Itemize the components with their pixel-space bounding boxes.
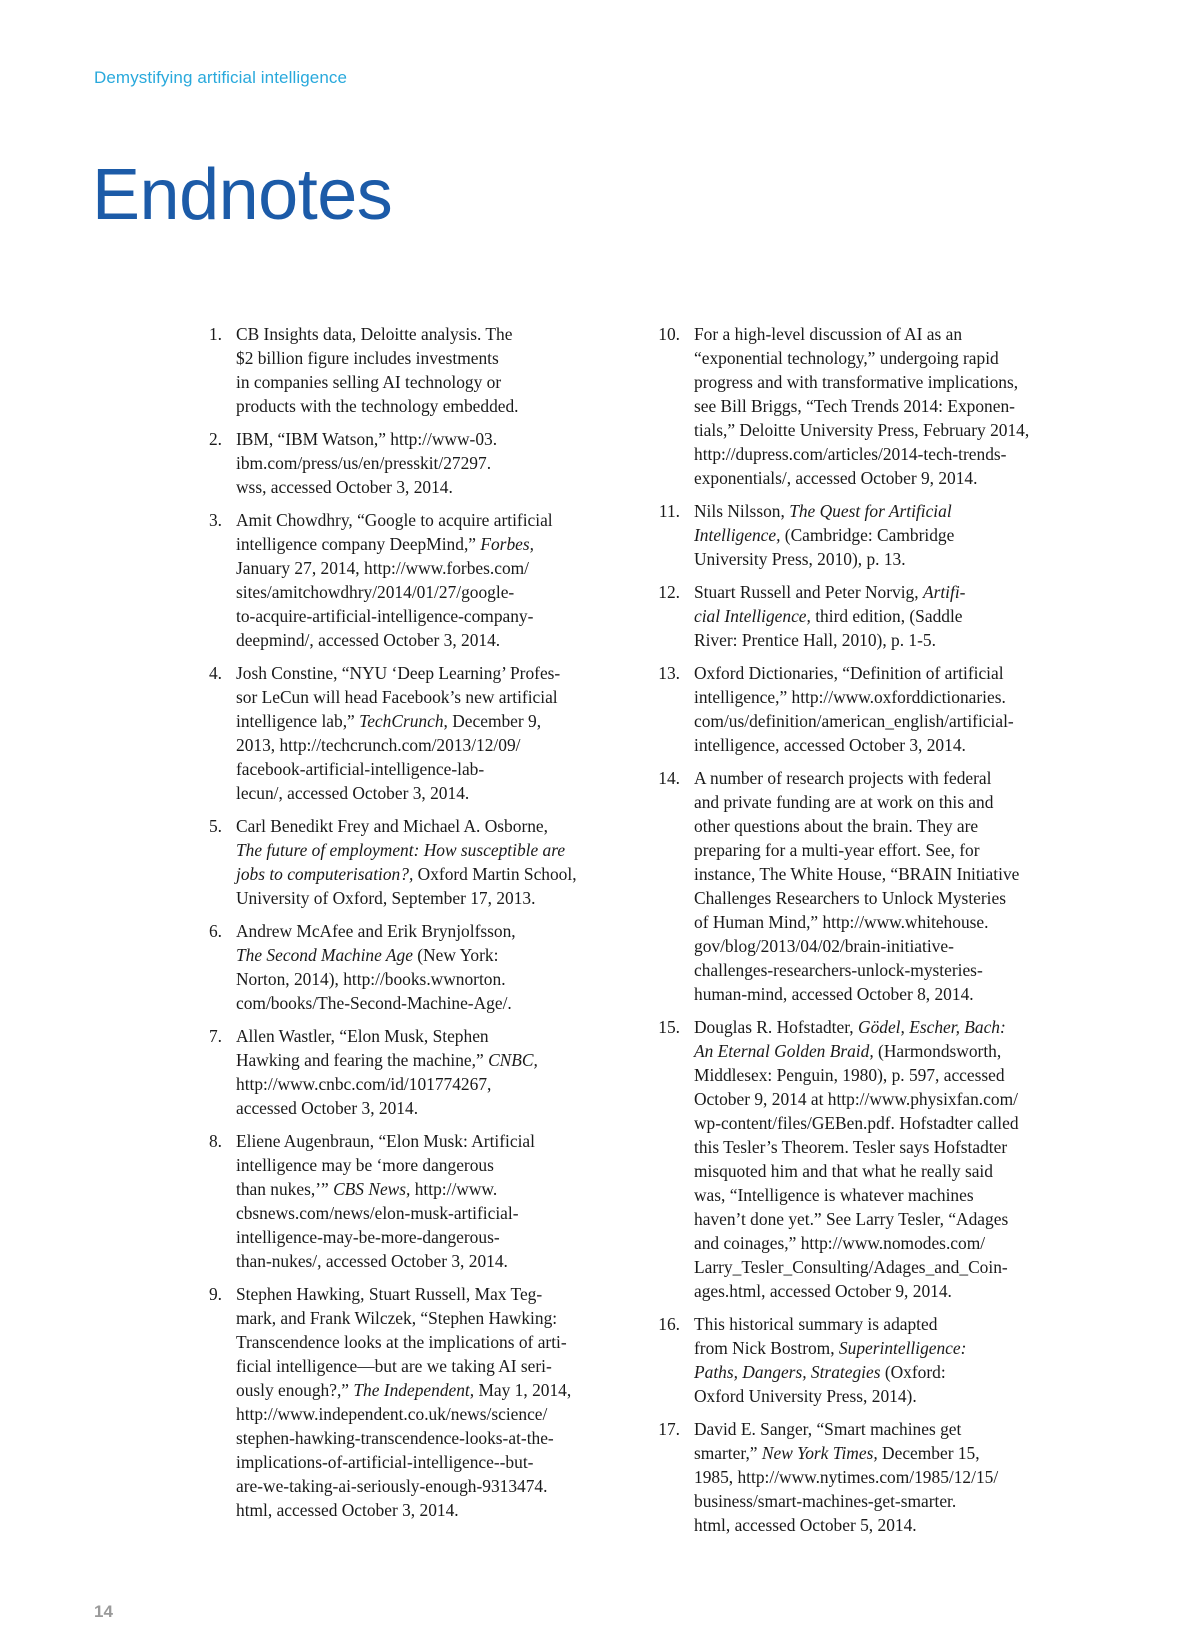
- endnote-text-segment: Carl Benedikt Frey and Michael A. Osborne,: [236, 816, 548, 836]
- endnote-italic-title: The Second Machine Age: [236, 945, 413, 965]
- endnote-text-segment: January 27, 2014, http://www.forbes.com/ sites/amitchowdhry/2014/01/27/google- to-acquire-artificial-intelligence-company- deepmind/, accessed October 3, 2014.: [236, 558, 534, 650]
- endnote-number: 17.: [658, 1419, 680, 1439]
- endnote-item: [200, 1024, 620, 1120]
- endnote-text-segment: For a high-level discussion of AI as an “exponential technology,” undergoing rapid progress and with transformative implications, see Bill Briggs, “Tech Trends 2014: Exponen- tials,” Deloitte University Press, February 2014, http://dupress.com/articles/2014-tech-trends- exponentials/, accessed October 9, 2014.: [694, 324, 1030, 488]
- endnote-item: [200, 1282, 620, 1522]
- endnote-text-segment: , December 9, 2013, http://techcrunch.com/2013/12/09/ facebook-artificial-intelligence-lab- lecun/, accessed October 3, 2014.: [236, 711, 542, 803]
- endnote-item: [200, 919, 620, 1015]
- endnote-item: [656, 661, 1096, 757]
- endnote-text-segment: Eliene Augenbraun, “Elon Musk: Artificial intelligence may be ‘more dangerous than nukes,’”: [236, 1131, 535, 1199]
- endnote-text-segment: (Oxford: Oxford University Press, 2014).: [694, 1362, 946, 1406]
- endnote-text-segment: Stephen Hawking, Stuart Russell, Max Teg- mark, and Frank Wilczek, “Stephen Hawking: Transcendence looks at the implications of arti- ficial intelligence—but are we taking AI seri- ously enough?,”: [236, 1284, 567, 1400]
- endnote-text-segment: A number of research projects with federal and private funding are at work on this and other questions about the brain. They are preparing for a multi-year effort. See, for instance, The White House, “BRAIN Initiative Challenges Researchers to Unlock Mysteries of Human Mind,” http://www.whitehouse. gov/blog/2013/04/02/brain-initiative- challenges-researchers-unlock-mysteries- human-mind, accessed October 8, 2014.: [694, 768, 1020, 1004]
- endnote-item: [656, 766, 1096, 1006]
- endnote-text: [694, 499, 1096, 571]
- endnote-italic-title: The future of employment: How susceptible are jobs to computerisation?,: [236, 840, 566, 884]
- endnote-text: [236, 508, 620, 652]
- endnote-text: [236, 661, 620, 805]
- endnote-item: [656, 1312, 1096, 1408]
- endnote-italic-title: CBS News,: [333, 1179, 411, 1199]
- endnote-italic-title: Gödel, Escher, Bach: An Eternal Golden Braid,: [694, 1017, 1006, 1061]
- endnote-item: [200, 814, 620, 910]
- endnote-text-segment: (New York: Norton, 2014), http://books.wwnorton. com/books/The-Second-Machine-Age/.: [236, 945, 512, 1013]
- endnote-text: [694, 766, 1096, 1006]
- endnote-number: 14.: [658, 768, 680, 788]
- endnote-text: [694, 1417, 1096, 1537]
- endnote-item: [656, 322, 1096, 490]
- endnote-text-segment: Stuart Russell and Peter Norvig,: [694, 582, 923, 602]
- endnote-text: [694, 322, 1096, 490]
- endnote-text-segment: This historical summary is adapted from Nick Bostrom,: [694, 1314, 938, 1358]
- endnote-italic-title: TechCrunch: [359, 711, 444, 731]
- endnote-number: 13.: [658, 663, 680, 683]
- endnote-text-segment: Douglas R. Hofstadter,: [694, 1017, 859, 1037]
- endnote-text: [236, 919, 620, 1015]
- endnote-text-segment: Oxford Dictionaries, “Definition of artificial intelligence,” http://www.oxforddictionaries. com/us/definition/american_english/artificial- intelligence, accessed October 3, 2014.: [694, 663, 1014, 755]
- endnote-italic-title: The Quest for Artificial Intelligence,: [694, 501, 952, 545]
- endnote-text-segment: http://www. cbsnews.com/news/elon-musk-artificial- intelligence-may-be-more-dangerous- than-nukes/, accessed October 3, 2014.: [236, 1179, 519, 1271]
- endnote-item: [200, 1129, 620, 1273]
- endnote-text-segment: Allen Wastler, “Elon Musk, Stephen Hawking and fearing the machine,”: [236, 1026, 489, 1070]
- endnote-item: [656, 499, 1096, 571]
- endnote-text-segment: IBM, “IBM Watson,” http://www-03. ibm.com/press/us/en/presskit/27297. wss, accessed October 3, 2014.: [236, 429, 498, 497]
- endnote-text-segment: Oxford Martin School, University of Oxford, September 17, 2013.: [236, 864, 577, 908]
- endnote-number: 16.: [658, 1314, 680, 1334]
- endnote-italic-title: The Independent,: [353, 1380, 475, 1400]
- endnote-text: [236, 322, 620, 418]
- endnote-number: 6.: [208, 921, 222, 941]
- endnote-number: 4.: [208, 663, 222, 683]
- endnote-italic-title: CNBC,: [488, 1050, 538, 1070]
- endnote-text-segment: CB Insights data, Deloitte analysis. The $2 billion figure includes investments in companies selling AI technology or products with the technology embedded.: [236, 324, 519, 416]
- endnote-number: 5.: [208, 816, 222, 836]
- endnote-text: [694, 1312, 1096, 1408]
- endnote-number: 12.: [658, 582, 680, 602]
- endnote-item: [656, 580, 1096, 652]
- endnote-number: 15.: [658, 1017, 680, 1037]
- endnote-text: [694, 1015, 1096, 1303]
- endnotes-list-left: [200, 322, 620, 1531]
- endnotes-list-right: [656, 322, 1096, 1546]
- page-title: Endnotes: [92, 155, 393, 235]
- endnote-italic-title: Artifi- cial Intelligence,: [694, 582, 966, 626]
- endnote-item: [656, 1417, 1096, 1537]
- endnote-item: [656, 1015, 1096, 1303]
- endnote-text-segment: Nils Nilsson,: [694, 501, 790, 521]
- endnote-item: [200, 661, 620, 805]
- page-number: 14: [94, 1602, 113, 1621]
- endnote-text-segment: (Harmondsworth, Middlesex: Penguin, 1980), p. 597, accessed October 9, 2014 at http://www.physixfan.com/ wp-content/files/GEBen.pdf. Hofstadter called this Tesler’s Theorem. Tesler says Hofstadter misquoted him and that what he really said was, “Intelligence is whatever machines haven’t done yet.” See Larry Tesler, “Adages and coinages,” http://www.nomodes.com/ Larry_Tesler_Consulting/Adages_and_Coin- ages.html, accessed October 9, 2014.: [694, 1041, 1019, 1301]
- endnote-number: 1.: [208, 324, 222, 344]
- endnote-text: [236, 1282, 620, 1522]
- endnote-text-segment: May 1, 2014, http://www.independent.co.uk/news/science/ stephen-hawking-transcendence-looks-at-the- implications-of-artificial-intelligence--but- are-we-taking-ai-seriously-enough-9313474. html, accessed October 3, 2014.: [236, 1380, 572, 1520]
- endnote-italic-title: New York Times,: [761, 1443, 878, 1463]
- running-header: Demystifying artificial intelligence: [94, 68, 348, 87]
- endnote-text: [236, 427, 620, 499]
- endnote-number: 8.: [208, 1131, 222, 1151]
- endnote-text: [236, 814, 620, 910]
- endnote-number: 11.: [658, 501, 680, 521]
- endnote-text-segment: third edition, (Saddle River: Prentice Hall, 2010), p. 1-5.: [694, 606, 963, 650]
- endnote-text: [236, 1129, 620, 1273]
- endnote-text-segment: Amit Chowdhry, “Google to acquire artificial intelligence company DeepMind,”: [236, 510, 553, 554]
- endnote-item: [200, 427, 620, 499]
- endnote-number: 10.: [658, 324, 680, 344]
- endnote-number: 2.: [208, 429, 222, 449]
- endnote-text-segment: http://www.cnbc.com/id/101774267, accessed October 3, 2014.: [236, 1074, 492, 1118]
- endnote-text: [236, 1024, 620, 1120]
- endnote-text-segment: Andrew McAfee and Erik Brynjolfsson,: [236, 921, 516, 941]
- endnote-text: [694, 580, 1096, 652]
- endnote-text-segment: David E. Sanger, “Smart machines get smarter,”: [694, 1419, 962, 1463]
- endnote-number: 3.: [208, 510, 222, 530]
- endnote-italic-title: Forbes,: [480, 534, 534, 554]
- endnote-text-segment: (Cambridge: Cambridge University Press, 2010), p. 13.: [694, 525, 955, 569]
- endnote-number: 7.: [208, 1026, 222, 1046]
- endnote-text-segment: December 15, 1985, http://www.nytimes.com/1985/12/15/ business/smart-machines-get-smarter. html, accessed October 5, 2014.: [694, 1443, 999, 1535]
- endnote-item: [200, 322, 620, 418]
- endnote-item: [200, 508, 620, 652]
- endnote-text: [694, 661, 1096, 757]
- endnote-italic-title: Superintelligence: Paths, Dangers, Strategies: [694, 1338, 967, 1382]
- endnote-text-segment: Josh Constine, “NYU ‘Deep Learning’ Profes- sor LeCun will head Facebook’s new artificial intelligence lab,”: [236, 663, 561, 731]
- endnote-number: 9.: [208, 1284, 222, 1304]
